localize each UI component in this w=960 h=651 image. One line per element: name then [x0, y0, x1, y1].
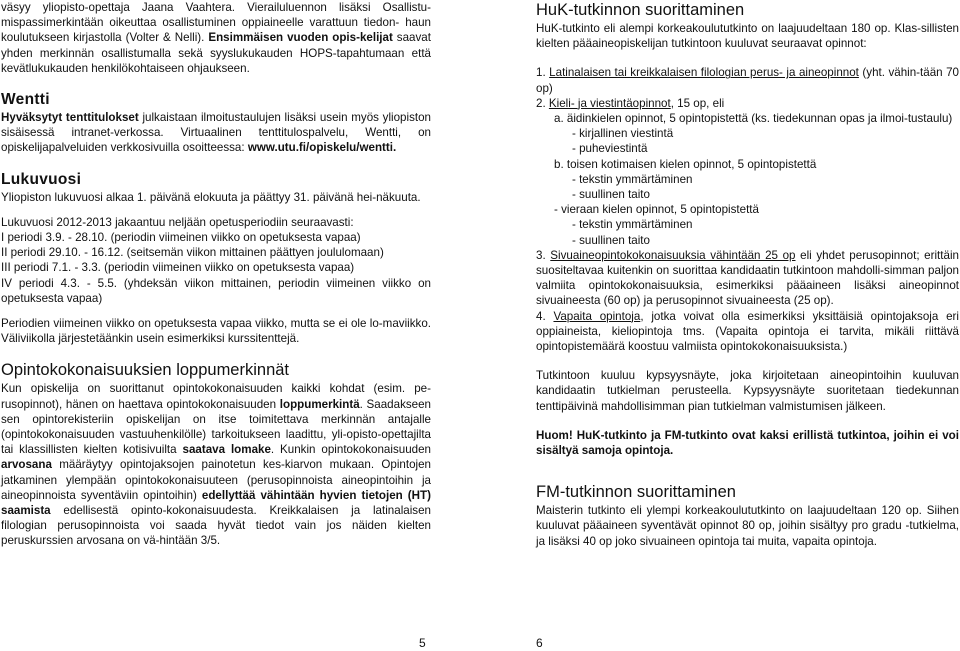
list-item	[536, 248, 959, 309]
list-item-link: Latinalaisen tai kreikkalaisen filologian perus- ja aineopinnot	[549, 66, 859, 80]
periods-list	[1, 230, 431, 306]
list-number: 2.	[536, 96, 546, 110]
opinto-bold-text: edellyttää vähintään hyvien tietojen (HT) saamista	[1, 488, 431, 518]
wentti-heading: Wentti	[1, 91, 50, 109]
list-item-link: Kieli- ja viestintäopinnot	[548, 96, 671, 110]
opinto-bold-text: loppumerkintä	[279, 397, 360, 411]
period-item: I periodi 3.9. - 28.10. (periodin viimeinen viikko on opetuksesta vapaa)	[1, 231, 361, 245]
wentti-bold-text: Hyväksytyt tenttitulokset	[1, 111, 139, 125]
fm-paragraph: Maisterin tutkinto eli ylempi korkeakoulututkinto on laajuudeltaan 120 op. Siihen kuuluvat pääaineen syventävät opinnot 80 op, joihin sisältyy pro gradu -tutkielma, ja lisäksi 40 op joko sivuaineen opintoja tai muita, vapaita opintoja.	[536, 504, 959, 548]
list-item-text: , 15 op, eli	[670, 96, 725, 110]
period-item: III periodi 7.1. - 3.3. (periodin viimeinen viikko on opetuksesta vapaa)	[1, 261, 355, 275]
page-number-right: 6	[536, 636, 543, 650]
sub-sub-item: - tekstin ymmärtäminen	[572, 218, 693, 232]
list-number: 3.	[536, 248, 546, 262]
lukuvuosi-heading: Lukuvuosi	[1, 170, 82, 188]
sub-item: - vieraan kielen opinnot, 5 opintopistettä	[554, 203, 759, 217]
sub-sub-item: - suullinen taito	[572, 188, 650, 202]
list-item-link: Vapaita opintoja	[553, 309, 641, 323]
wentti-url: www.utu.fi/opiskelu/wentti.	[247, 141, 397, 155]
opinto-text: . Kunkin opintokokonaisuuden	[270, 443, 431, 457]
list-item	[536, 65, 959, 95]
wentti-text: julkaistaan ilmoitustaulujen lisäksi usein myös yliopiston sisäisessä intranet-verkossa. Virtuaalinen tenttitulospalvelu, Wentti, on opiskelijapalveluiden verkkosivuilla osoitteessa:	[1, 111, 431, 155]
list-number: 4.	[536, 309, 546, 323]
sub-sub-item: - suullinen taito	[572, 233, 650, 247]
list-item	[536, 309, 959, 355]
periods-intro: Lukuvuosi 2012-2013 jakaantuu neljään opetusperiodiin seuraavasti:	[1, 215, 354, 229]
intro-text: saavat yhden merkinnän osallistumalla sekä syyslukukauden HOPS-tapahtumaan että kevätlukukauden henkilökohtaiseen ohjaukseen.	[1, 31, 431, 75]
period-item: IV periodi 4.3. - 5.5. (yhdeksän viikon mittainen, periodin viimeinen viikko on opetuksesta vapaa)	[1, 276, 431, 305]
right-column	[536, 0, 959, 549]
list-item	[536, 96, 959, 111]
opinto-text: edellisestä opinto-kokonaisuudesta. Kreikkalaisen ja latinalaisen filologian perusopinnoista voi saada hyvät tiedot vain jos näiden kielten peruskurssien arvosana on vä-hintään 3/5.	[1, 504, 431, 548]
sub-sub-item: - puheviestintä	[572, 142, 648, 156]
fm-heading: FM-tutkinnon suorittaminen	[536, 483, 736, 502]
periods-note: Periodien viimeinen viikko on opetuksesta vapaa viikko, mutta se ei ole lo-maviikko. Väliviikolla järjestetäänkin usein esimerkiksi kurssitenttejä.	[1, 317, 431, 346]
opinto-bold-text: saatava lomake	[182, 443, 271, 457]
opinto-text: Kun opiskelija on suorittanut opintokokonaisuuden kaikki kohdat (esim. pe-rusopinnot), hänen on haettava opintokokonaisuuden	[1, 382, 431, 411]
huk-heading: HuK-tutkinnon suorittaminen	[536, 1, 745, 19]
thesis-paragraph: Tutkintoon kuuluu kypsyysnäyte, joka kirjoitetaan aineopintoihin kuuluvan kandidaatin tutkielman perusteella. Kypsyysnäyte suoritetaan tiedekunnan tenttipäivinä mahdollisimman pian tutkielman valmistumisen jälkeen.	[536, 369, 959, 413]
sub-item: b. toisen kotimaisen kielen opinnot, 5 opintopistettä	[554, 157, 817, 171]
wentti-paragraph	[1, 110, 431, 156]
opinto-text: määräytyy opintojaksojen painotetun kes-kiarvon mukaan. Opintojen jatkaminen ylempään opintokokonaisuuteen (perusopinnoista aineopintoihin ja aineopinnoista syventäviin opintoihin)	[1, 458, 431, 502]
intro-bold-text: Ensimmäisen vuoden opis-kelijat	[208, 31, 393, 45]
list-item-text: (yht. vähin-tään 70 op)	[536, 66, 959, 95]
opinto-bold-text: arvosana	[1, 458, 52, 472]
intro-line: haun koulutukseen kirjastolla (Volter & Nelli).	[1, 16, 431, 45]
opinto-text: . Saadakseen sen opintorekisteriin opiskelijan on itse toimitettava merkinnän antajalle (opintokokonaisuuden vastuuhenkilölle) tarkoitukseen laadittu, yli-opisto-opettajilta tai klassillisten kielten kotisivuilta	[1, 397, 432, 457]
list-number: 1.	[536, 66, 546, 80]
sub-sub-item: - tekstin ymmärtäminen	[572, 172, 693, 186]
intro-line: väsyy yliopisto-opettaja Jaana Vaahtera. Vierailuluennon lisäksi Osallistu-	[1, 1, 431, 14]
opinto-paragraph	[1, 381, 431, 548]
sub-sub-item: - kirjallinen viestintä	[572, 127, 674, 141]
left-column	[1, 0, 431, 549]
list-item-link: Sivuaineopintokokonaisuuksia vähintään 25 op	[550, 248, 796, 262]
opinto-heading: Opintokokonaisuuksien loppumerkinnät	[1, 361, 290, 380]
huom-note: Huom! HuK-tutkinto ja FM-tutkinto ovat kaksi erillistä tutkintoa, joihin ei voi sisältyä samoja opintoja.	[536, 428, 959, 458]
huk-intro: HuK-tutkinto eli alempi korkeakoulututkinto on laajuudeltaan 180 op. Klas-sillisten kielten pääaineopiskelijan tutkintoon kuuluvat seuraavat opinnot:	[536, 22, 959, 51]
intro-line: mispassimerkintään oikeuttaa osallistuminen oppiaineelle varattuun tiedon-	[1, 16, 400, 30]
list-item-text: , jotka voivat olla esimerkiksi yksittäisiä opintojaksoja eri oppiaineista, kieliopintoja tms. (Vapaita opintoja ei tarvita, mikäli riittävä opintopistemäärä koostuu valmiista opintokokonaisuuksista.)	[536, 309, 959, 354]
sub-item: a. äidinkielen opinnot, 5 opintopistettä (ks. tiedekunnan opas ja ilmoi-tustaulu)	[554, 112, 953, 126]
page-number-left: 5	[419, 636, 426, 650]
list-item-text: eli yhdet perusopinnot; erittäin suositeltavaa kuitenkin on suorittaa kandidaatin tutkintoon mahdolli-simman paljon valmiita opintokokonaisuuksia, esimerkiksi pääaineen lisäksi aineopinnot sivuaineesta (60 op) ja perusopinnot sivuaineesta (25 op).	[536, 248, 959, 308]
period-item: II periodi 29.10. - 16.12. (seitsemän viikon mittainen päättyen joululomaan)	[1, 246, 384, 260]
intro-paragraph	[1, 0, 431, 76]
lukuvuosi-text: Yliopiston lukuvuosi alkaa 1. päivänä elokuuta ja päättyy 31. päivänä hei-näkuuta.	[1, 190, 421, 204]
